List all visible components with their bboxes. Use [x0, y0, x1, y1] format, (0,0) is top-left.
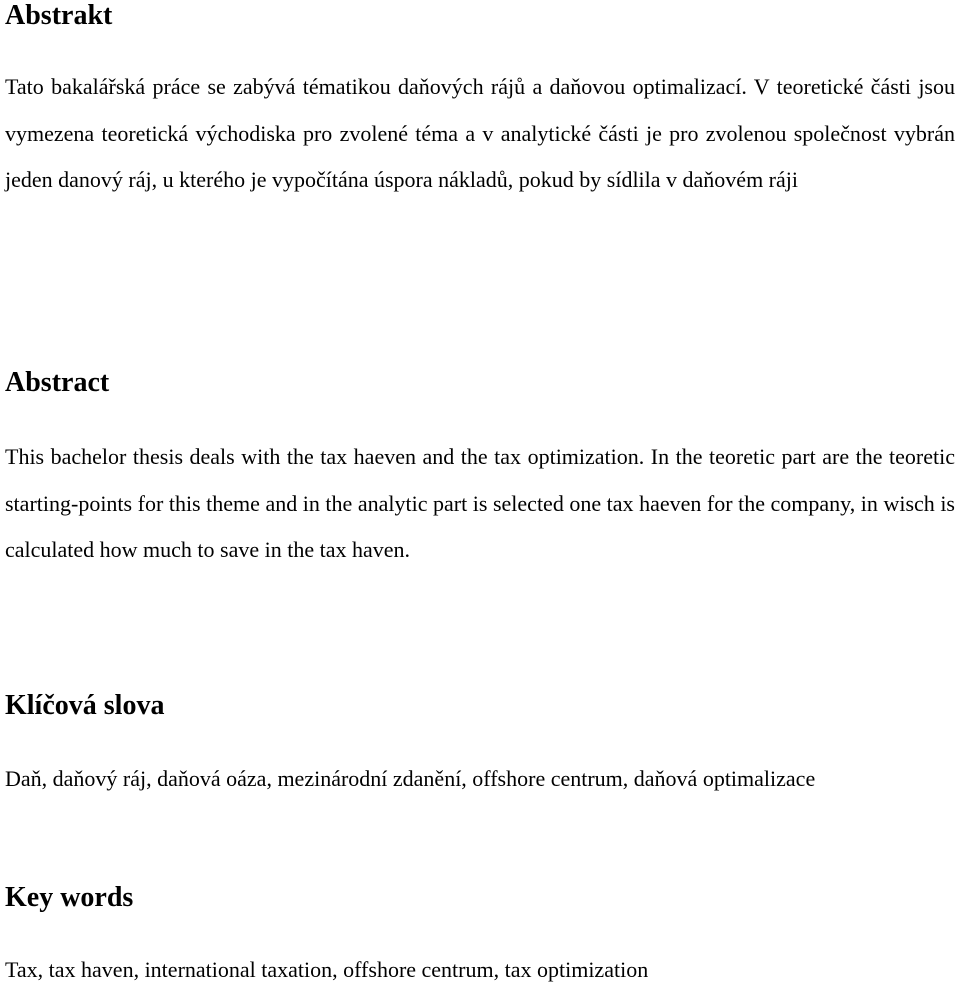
abstract-text: This bachelor thesis deals with the tax haeven and the tax optimization. In the teoretic part are the teoretic starting-points for this theme and in the analytic part is selected one tax haeven for the company, in wisch is calculated how much to save in the tax haven.: [5, 444, 955, 562]
key-words-heading: Key words: [5, 882, 134, 913]
abstrakt-text: Tato bakalářská práce se zabývá tématikou daňových rájů a daňovou optimalizací. V teoretické části jsou vymezena teoretická východiska pro zvolené téma a v analytické části je pro zvolenou společnost vybrán jeden danový ráj, u kterého je vypočítána úspora nákladů, pokud by sídlila v daňovém ráji: [5, 74, 955, 192]
klicova-slova-text: Daň, daňový ráj, daňová oáza, mezinárodní zdanění, offshore centrum, daňová optimalizace: [5, 766, 816, 791]
key-words-text: Tax, tax haven, international taxation, offshore centrum, tax optimization: [5, 957, 649, 982]
klicova-slova-heading: Klíčová slova: [5, 690, 165, 721]
abstract-heading: Abstract: [5, 367, 110, 398]
abstrakt-heading: Abstrakt: [5, 0, 113, 31]
